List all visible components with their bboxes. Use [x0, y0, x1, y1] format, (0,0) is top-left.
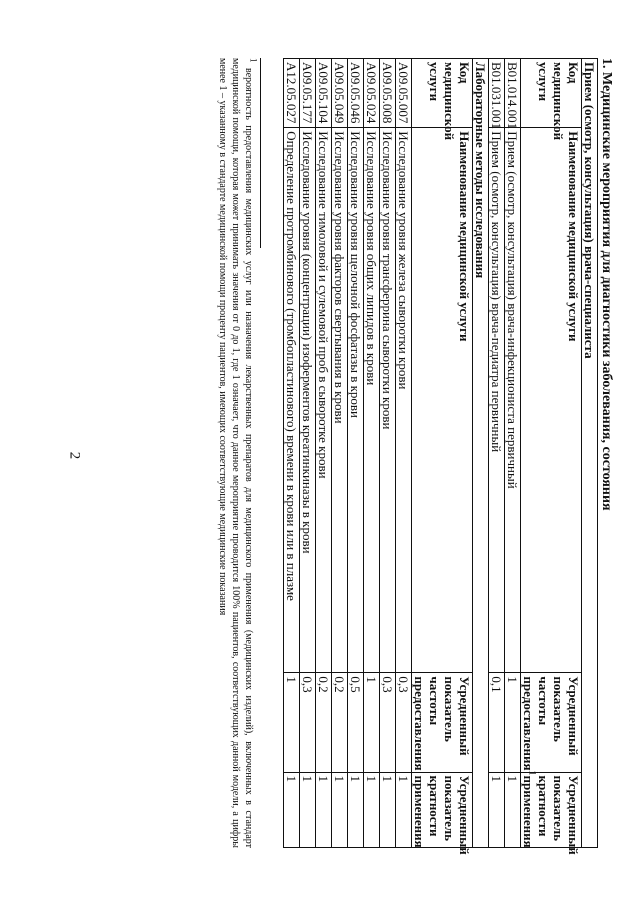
service-name: Определение протромбинового (тромбопластинового) времени в крови или в плазме [284, 128, 300, 673]
footnote-marker: 1 [248, 58, 259, 63]
header-multiplicity: Усредненный показатель кратности применения [521, 772, 582, 847]
footnote [216, 58, 259, 849]
service-code: A09.05.007 [396, 59, 412, 128]
service-code: A12.05.027 [284, 59, 300, 128]
table-row [364, 59, 380, 848]
service-code: A09.05.049 [332, 59, 348, 128]
table-row [380, 59, 396, 848]
table-row [332, 59, 348, 848]
group-title: Прием (осмотр, консультация) врача-специалиста [582, 59, 598, 848]
service-name: Прием (осмотр, консультация) врача-педиатра первичный [489, 128, 505, 673]
frequency-value: 0,5 [348, 673, 364, 772]
table-row [505, 59, 521, 848]
service-name: Исследование уровня общих липидов в крови [364, 128, 380, 673]
standards-table [283, 58, 598, 855]
header-multiplicity: Усредненный показатель кратности применения [412, 772, 473, 847]
frequency-value: 0,3 [380, 673, 396, 772]
header-code: Код медицинской услуги [412, 59, 473, 128]
footnote-separator [260, 58, 261, 248]
header-code: Код медицинской услуги [521, 59, 582, 128]
service-code: A09.05.177 [300, 59, 316, 128]
group-title-row [473, 59, 489, 848]
multiplicity-value: 1 [489, 772, 505, 847]
column-header-row [521, 59, 582, 848]
header-name: Наименование медицинской услуги [412, 128, 473, 673]
table-row [348, 59, 364, 848]
header-frequency-label: Усредненный показатель частоты предоставления [521, 676, 581, 771]
multiplicity-value: 1 [284, 772, 300, 847]
frequency-value: 0,2 [332, 673, 348, 772]
frequency-value: 1 [505, 673, 521, 772]
frequency-value: 0,3 [396, 673, 412, 772]
header-footnote-marker: 1 [527, 770, 538, 776]
service-name: Прием (осмотр, консультация) врача-инфекциониста первичный [505, 128, 521, 673]
header-frequency-label: Усредненный показатель частоты предоставления [412, 676, 472, 771]
service-code: B01.014.001 [505, 59, 521, 128]
column-header-row [412, 59, 473, 848]
service-code: B01.031.001 [489, 59, 505, 128]
frequency-value: 0,1 [489, 673, 505, 772]
frequency-value: 1 [364, 673, 380, 772]
section-title: 1. Медицинские мероприятия для диагностики заболевания, состояния [599, 58, 614, 511]
multiplicity-value: 1 [300, 772, 316, 847]
header-frequency [521, 673, 582, 776]
page-number: 2 [66, 451, 83, 460]
service-code: A09.05.024 [364, 59, 380, 128]
multiplicity-value: 1 [364, 772, 380, 847]
multiplicity-value: 1 [332, 772, 348, 847]
multiplicity-value: 1 [505, 772, 521, 847]
header-frequency [412, 673, 473, 772]
table-row [316, 59, 332, 848]
frequency-value: 0,3 [300, 673, 316, 772]
table-row [489, 59, 505, 848]
service-name: Исследование уровня (концентрации) изоферментов креатинкиназы в крови [300, 128, 316, 673]
table-row [284, 59, 300, 848]
group-title-row [582, 59, 598, 848]
footnote-text: вероятность предоставления медицинских услуг или назначения лекарственных препаратов для медицинского применения (медицинских изделий), включенных в стандарт медицинской помощи, которая может принимать значения от 0 до 1, где 1 означает, что данное мероприятие проводится 100% пациентов, соответствующих данной модели, а цифры менее 1 – указанному в стандарте медицинской помощи проценту пациентов, имеющих соответствующие медицинские показания [217, 58, 254, 849]
service-name: Исследование уровня щелочной фосфатазы в крови [348, 128, 364, 673]
multiplicity-value: 1 [316, 772, 332, 847]
header-name: Наименование медицинской услуги [521, 128, 582, 673]
services-table [283, 58, 598, 855]
service-name: Исследование уровня железа сыворотки крови [396, 128, 412, 673]
service-code: A09.05.008 [380, 59, 396, 128]
multiplicity-value: 1 [348, 772, 364, 847]
service-code: A09.05.046 [348, 59, 364, 128]
table-row [396, 59, 412, 848]
table-row [300, 59, 316, 848]
frequency-value: 1 [284, 673, 300, 772]
service-name: Исследование тимоловой и сулемовой проб в сыворотке крови [316, 128, 332, 673]
multiplicity-value: 1 [396, 772, 412, 847]
service-name: Исследование уровня трансферрина сыворотки крови [380, 128, 396, 673]
group-title: Лабораторные методы исследования [473, 59, 489, 848]
service-name: Исследование уровня факторов свертывания в крови [332, 128, 348, 673]
service-code: A09.05.104 [316, 59, 332, 128]
multiplicity-value: 1 [380, 772, 396, 847]
frequency-value: 0,2 [316, 673, 332, 772]
